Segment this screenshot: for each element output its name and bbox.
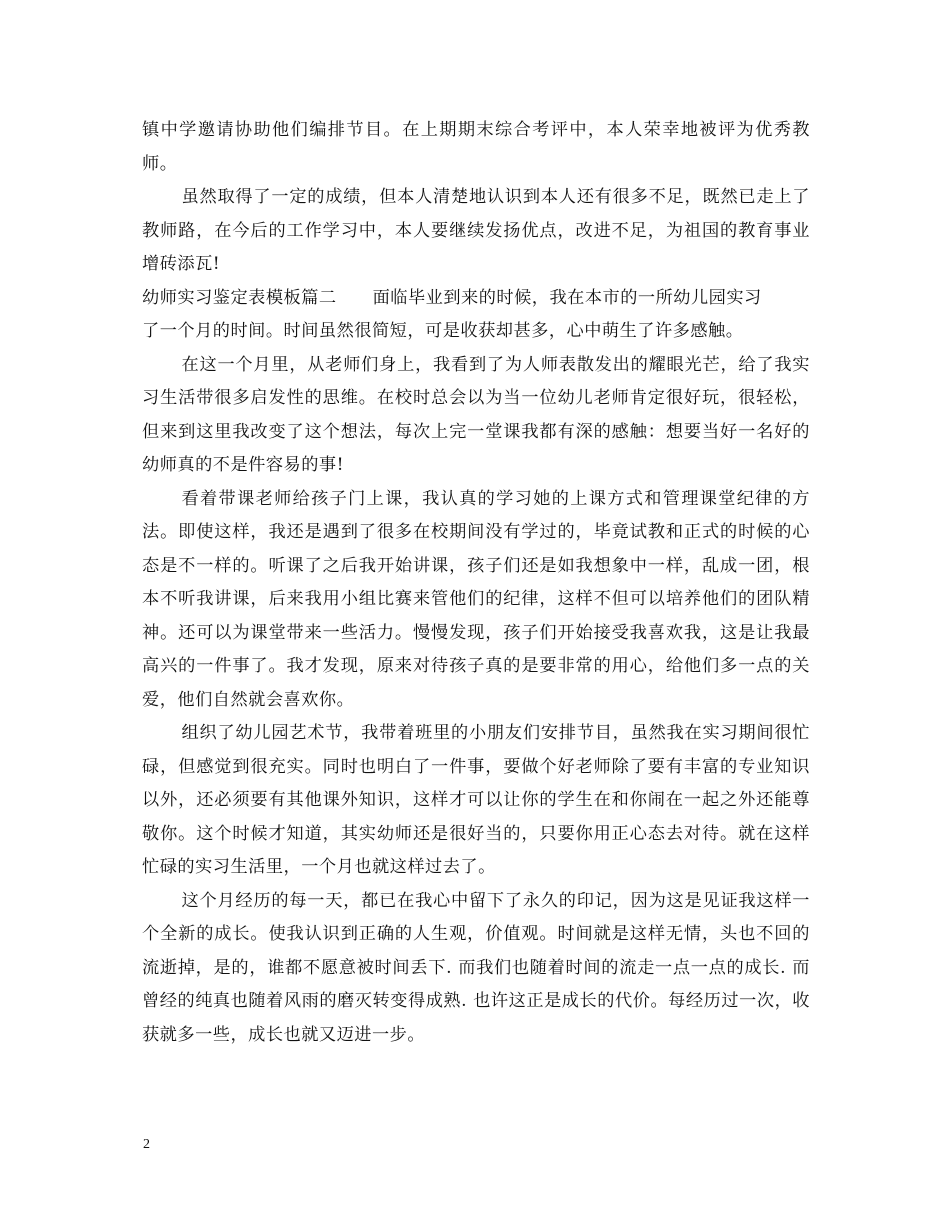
paragraph-continuation: 镇中学邀请协助他们编排节目。在上期期末综合考评中，本人荣幸地被评为优秀教师。 [142, 120, 810, 174]
paragraph-classroom: 看着带课老师给孩子门上课，我认真的学习她的上课方式和管理课堂纪律的方法。即使这样，我还是遇到了很多在校期间没有学过的，毕竟试教和正式的时候的心态是不一样的。听课了之后我开始讲课，孩子们还是如我想象中一样，乱成一团，根本不听我讲课，后来我用小组比赛来管他们的纪律，这样不但可以培养他们的团队精神。还可以为课堂带来一些活力。慢慢发现，孩子们开始接受我喜欢我，这是让我最高兴的一件事了。我才发现，原来对待孩子真的是要非常的用心，给他们多一点的关爱，他们自然就会喜欢你。 [142, 488, 810, 710]
paragraph-achievement: 虽然取得了一定的成绩，但本人清楚地认识到本人还有很多不足，既然已走上了教师路，在今后的工作学习中，本人要继续发扬优点，改进不足，为祖国的教育事业增砖添瓦! [142, 187, 810, 274]
paragraph-growth: 这个月经历的每一天，都已在我心中留下了永久的印记，因为这是见证我这样一个全新的成长。使我认识到正确的人生观，价值观。时间就是这样无情，头也不回的流逝掉，是的，谁都不愿意被时间丢下. 而我们也随着时间的流走一点一点的成长. 而曾经的纯真也随着风雨的磨灭转变得成熟. 也许这正是成长的代价。每经历过一次，收获就多一些，成长也就又迈进一步。 [142, 890, 810, 1045]
section-continuation: 了一个月的时间。时间虽然很简短，可是收获却甚多，心中萌生了许多感触。 [142, 321, 744, 341]
section-heading-line [142, 282, 810, 316]
section-first-line: 面临毕业到来的时候，我在本市的一所幼儿园实习 [372, 287, 762, 308]
paragraph-art-festival: 组织了幼儿园艺术节，我带着班里的小朋友们安排节目，虽然我在实习期间很忙碌，但感觉到很充实。同时也明白了一件事，要做个好老师除了要有丰富的专业知识以外，还必须要有其他课外知识，这样才可以让你的学生在和你闹在一起之外还能尊敬你。这个时候才知道，其实幼师还是很好当的，只要你用正心态去对待。就在这样忙碌的实习生活里，一个月也就这样过去了。 [142, 723, 810, 877]
section-title: 幼师实习鉴定表模板篇二 [142, 287, 337, 308]
paragraph-teachers: 在这一个月里，从老师们身上，我看到了为人师表散发出的耀眼光芒，给了我实习生活带很多启发性的思维。在校时总会以为当一位幼儿老师肯定很好玩，很轻松，但来到这里我改变了这个想法，每次上完一堂课我都有深的感触：想要当好一名好的幼师真的不是件容易的事! [142, 354, 810, 475]
document-body [142, 114, 810, 1052]
page-number: 2 [143, 1137, 150, 1152]
